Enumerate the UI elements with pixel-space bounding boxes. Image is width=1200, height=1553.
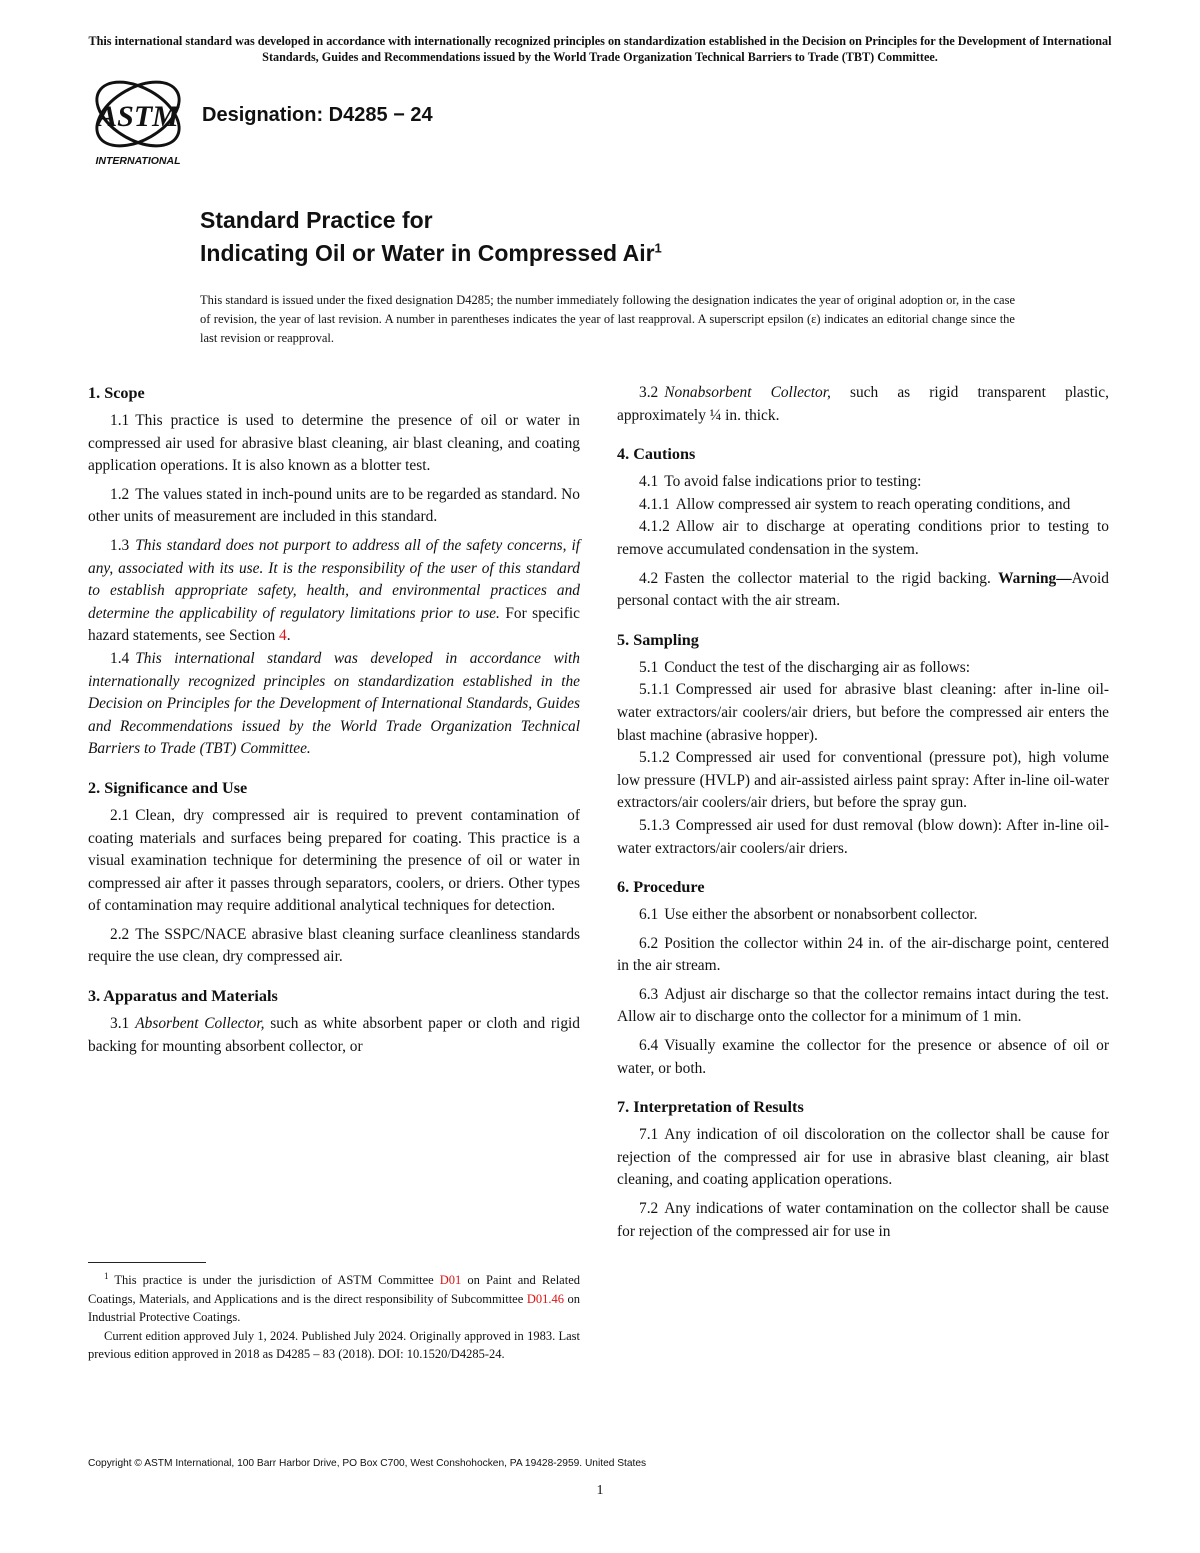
footnote-edition: Current edition approved July 1, 2024. Published July 2024. Originally approved in 1983. Last previous edition approved in 2018 as D4285 – 83 (2018). DOI: 10.1520/D4285-24. bbox=[88, 1328, 580, 1361]
paragraph: 4.1 To avoid false indications prior to testing: bbox=[639, 473, 922, 491]
warning-label: Warning— bbox=[998, 569, 1072, 587]
left-column bbox=[88, 382, 580, 1058]
paragraph: 2.2 The SSPC/NACE abrasive blast cleaning surface cleanliness standards require the use clean, dry compressed air. bbox=[88, 925, 580, 966]
top-notice: This international standard was developed in accordance with internationally recognized principles on standardization established in the Decision on Principles for the Development of International Standards, Guides and Recommendations issued by the World Trade Organization Technical Barriers to Trade (TBT) Committee. bbox=[88, 34, 1112, 64]
page-title bbox=[200, 204, 662, 270]
paragraph: 3.2 Nonabsorbent Collector, such as rigid transparent plastic, approximately ¼ in. thick. bbox=[617, 384, 1109, 424]
copyright: Copyright © ASTM International, 100 Barr Harbor Drive, PO Box C700, West Conshohocken, PA 19428-2959. United States bbox=[88, 1458, 647, 1469]
paragraph: 1.3 This standard does not purport to address all of the safety concerns, if any, associated with its use. It is the responsibility of the user of this standard to establish appropriate safety, health, and environmental practices and determine the applicability of regulatory limitations prior to use. For specific hazard statements, see Section 4. bbox=[88, 536, 580, 645]
title-line-2: Indicating Oil or Water in Compressed Air bbox=[200, 240, 655, 266]
paragraph: 4.1.1 Allow compressed air system to reach operating conditions, and bbox=[639, 495, 1071, 513]
footnotes bbox=[88, 1271, 580, 1364]
footnote: $^1$ This practice is under the jurisdiction of ASTM Committee D01 on Paint and Related Coatings, Materials, and Applications and is the direct responsibility of Subcommittee D01.46 on Industrial Protective Coatings. bbox=[88, 1270, 581, 1324]
section-heading: 7. Interpretation of Results bbox=[617, 1098, 804, 1117]
paragraph: 6.4 Visually examine the collector for the presence or absence of oil or water, or both. bbox=[617, 1037, 1109, 1077]
astm-logo bbox=[88, 80, 188, 170]
section-heading: 1. Scope bbox=[88, 384, 145, 402]
paragraph: 6.2 Position the collector within 24 in. of the air-discharge point, centered in the air stream. bbox=[617, 934, 1109, 975]
section-heading: 4. Cautions bbox=[617, 445, 696, 464]
section-link[interactable]: 4 bbox=[279, 627, 287, 645]
paragraph: 6.3 Adjust air discharge so that the collector remains intact during the test. Allow air to discharge onto the collector for a minimum of 1 min. bbox=[617, 985, 1109, 1026]
paragraph: 5.1 Conduct the test of the discharging air as follows: bbox=[639, 658, 971, 676]
title-line-1: Standard Practice for bbox=[200, 207, 433, 233]
paragraph: 4.2 Fasten the collector material to the rigid backing. Warning—Avoid personal contact with the air stream. bbox=[617, 569, 1109, 610]
logo-org: INTERNATIONAL bbox=[95, 155, 181, 167]
section-heading: 3. Apparatus and Materials bbox=[88, 987, 278, 1006]
paragraph: 1.1 This practice is used to determine the presence of oil or water in compressed air used for abrasive blast cleaning, air blast cleaning, and coating application operations. It is also known as a blotter test. bbox=[88, 412, 580, 475]
paragraph: 2.1 Clean, dry compressed air is required to prevent contamination of coating materials and surfaces being prepared for coating. This practice is a visual examination technique for determining the presence of oil or water in compressed air after it passes through separators, coolers, or driers. Other types of contamination may require additional analytical techniques for detection. bbox=[88, 806, 580, 915]
paragraph: 1.2 The values stated in inch-pound units are to be regarded as standard. No other units of measurement are included in this standard. bbox=[88, 485, 580, 526]
paragraph: 7.1 Any indication of oil discoloration on the collector shall be cause for rejection of the compressed air for use in abrasive blast cleaning, air blast cleaning, and coating application operations. bbox=[617, 1126, 1109, 1189]
section-heading: 5. Sampling bbox=[617, 630, 699, 649]
designation: Designation: D4285 − 24 bbox=[202, 104, 433, 126]
paragraph: 5.1.2 Compressed air used for conventional (pressure pot), high volume low pressure (HVLP) and air-assisted airless paint spray: After in-line oil-water extractors/air coolers/air driers, but before the spray gun. bbox=[617, 749, 1109, 812]
paragraph: 5.1.3 Compressed air used for dust removal (blow down): After in-line oil-water extractors/air coolers/air driers. bbox=[617, 816, 1109, 857]
paragraph: 3.1 Absorbent Collector, such as white absorbent paper or cloth and rigid backing for mounting absorbent collector, or bbox=[88, 1015, 580, 1055]
right-column bbox=[617, 382, 1109, 1243]
subcommittee-link[interactable]: D01.46 bbox=[526, 1291, 564, 1306]
page-number: 1 bbox=[596, 1483, 604, 1498]
issuance-statement: This standard is issued under the fixed designation D4285; the number immediately following the designation indicates the year of original adoption or, in the case of revision, the year of last revision. A number in parentheses indicates the year of last reapproval. A superscript epsilon (ε) indicates an editorial change since the last revision or reapproval. bbox=[200, 293, 1015, 345]
section-heading: 2. Significance and Use bbox=[88, 778, 248, 797]
paragraph: 7.2 Any indications of water contamination on the collector shall be cause for rejection of the compressed air for use in bbox=[617, 1200, 1109, 1240]
title-footnote-mark: 1 bbox=[654, 240, 662, 256]
paragraph: 1.4 This international standard was developed in accordance with internationally recognized principles on standardization established in the Decision on Principles for the Development of International Standards, Guides and Recommendations issued by the World Trade Organization Technical Barriers to Trade (TBT) Committee. bbox=[88, 649, 580, 758]
paragraph: 5.1.1 Compressed air used for abrasive blast cleaning: after in-line oil-water extractors/air coolers/air driers, but before the compressed air enters the blast machine (abrasive hopper). bbox=[617, 681, 1109, 744]
logo-letters: ASTM bbox=[97, 100, 179, 133]
paragraph: 4.1.2 Allow air to discharge at operating conditions prior to testing to remove accumulated condensation in the system. bbox=[617, 518, 1109, 558]
section-heading: 6. Procedure bbox=[617, 878, 705, 897]
footnote-rule bbox=[88, 1262, 206, 1263]
paragraph: 6.1 Use either the absorbent or nonabsorbent collector. bbox=[639, 906, 978, 924]
committee-link[interactable]: D01 bbox=[439, 1273, 462, 1287]
